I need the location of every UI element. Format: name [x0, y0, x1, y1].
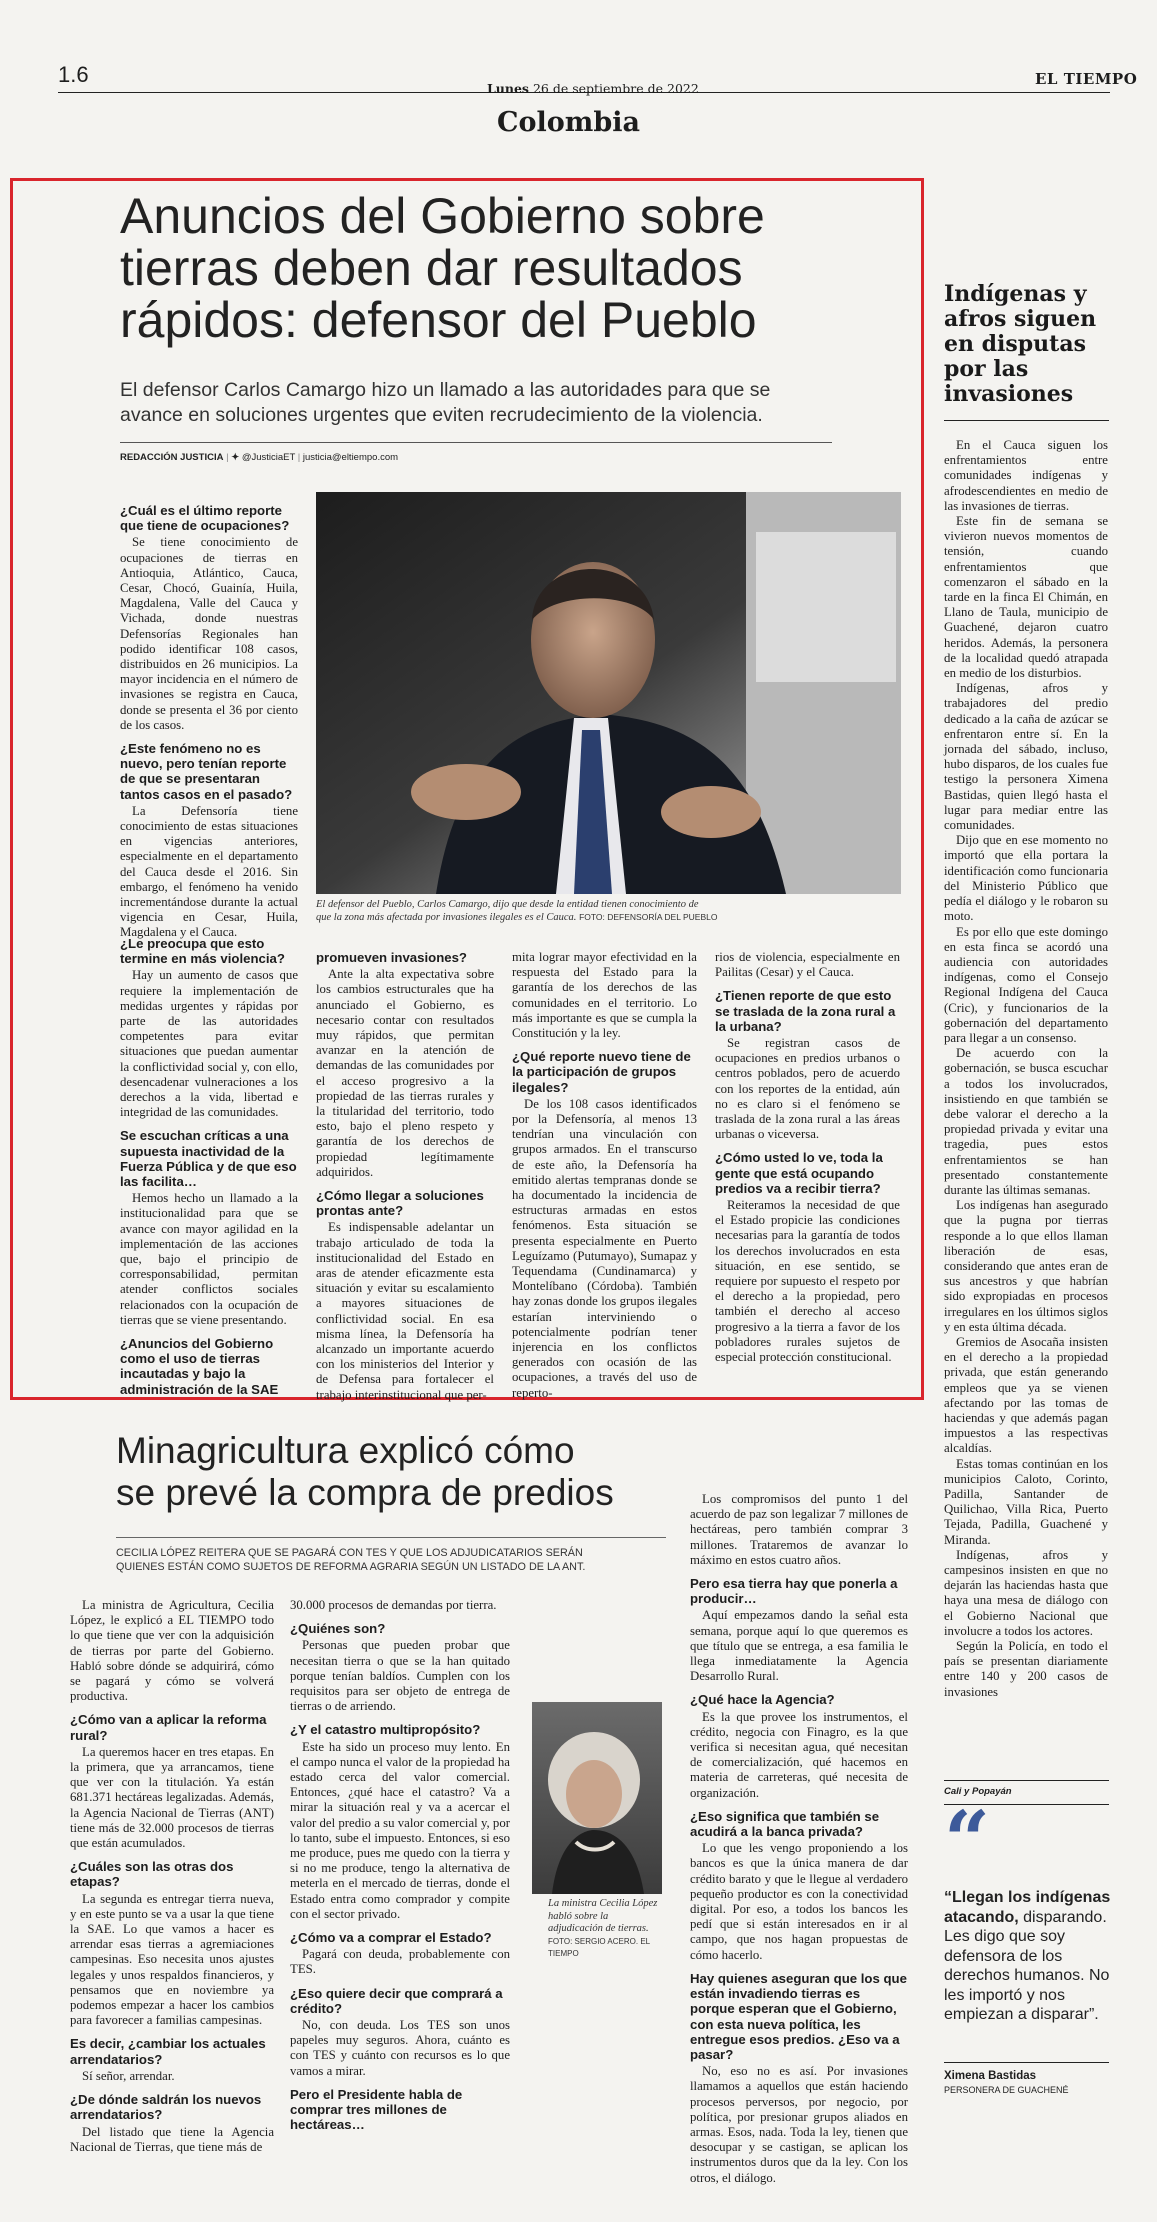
- section-title: Colombia: [497, 107, 640, 138]
- sidebar-headline-line: invasiones: [944, 381, 1074, 407]
- question: ¿Cuál es el último reporte que tiene de ocupaciones?: [120, 503, 290, 534]
- twitter-handle[interactable]: @JusticiaET: [241, 452, 296, 463]
- answer: La Defensoría tiene conocimiento de estas situaciones en vigencias anteriores, especialmente en el departamento del Cauca desde el 2016. Sin embargo, el fenómeno ha venido incrementándose durante la actual vigencia en Cesar, Huila, Magdalena y el Cauca.: [120, 803, 298, 940]
- quote-name: Ximena Bastidas: [944, 2070, 1037, 2082]
- page-number: 1.6: [58, 62, 89, 87]
- twitter-icon: ✦: [231, 452, 240, 463]
- answer: Se tiene conocimiento de ocupaciones de tierras en Antioquia, Atlántico, Cauca, Cesar, Chocó, Guainía, Huila, Magdalena, Valle del Cauca y Vichada, donde nuestras Defensorías Regionales han podido identificar 108 casos, distribuidos en 26 municipios. La mayor incidencia en el número de invasiones se registra en Cauca, donde se presenta el 36 por ciento de los casos.: [120, 535, 298, 732]
- question: ¿Qué reporte nuevo tiene de la participación de grupos ilegales?: [512, 1049, 691, 1095]
- answer: De los 108 casos identificados por la Defensoría, al menos 13 tendrían una vinculación con grupos armados. En el transcurso de este año, la Defensoría ha emitido alertas tempranas donde se ha documentado la incidencia de estructuras armadas en estos fenómenos. Esta situación se presenta especialmente en Puerto Leguízamo (Putumayo), Sumapaz y Tequendama (Cundinamarca) y Montelíbano (Córdoba). También hay zonas donde los grupos ilegales estarían interviniendo o potencialmente podrían tener injerencia en los conflictos generados con ocasión de las ocupaciones, a través del uso de reperto-: [512, 1096, 697, 1400]
- main-deck-line: avance en soluciones urgentes que eviten recrudecimiento de la violencia.: [120, 404, 763, 426]
- question: ¿Cómo van a aplicar la reforma rural?: [70, 1712, 267, 1743]
- sidebar-headline-line: Indígenas y: [944, 281, 1087, 307]
- ministra-photo-art: [532, 1702, 662, 1894]
- defensor-photo: [316, 492, 901, 894]
- answer: 30.000 procesos de demandas por tierra.: [290, 1598, 497, 1612]
- main-col3: [512, 950, 697, 1401]
- answer: La segunda es entregar tierra nueva, y en este punto se va a usar la que tiene la SAE. Lo que vamos a hacer es arrendar esas tierras a agremiaciones campesinas. Eso necesita unos ajustes legales y unos respaldos financieros, y pensamos que en noviembre ya podemos empezar a hacer los cambios para favorecer a familias campesinas.: [70, 1891, 274, 2028]
- sidebar-credit: Cali y Popayán: [944, 1786, 1012, 1797]
- answer: Reiteramos la necesidad de que el Estado propicie las condiciones necesarias para la garantía de todos los derechos involucrados en esta situación, en ese sentido, se requiere por supuesto el respeto por el derecho a la propiedad, pero también el derecho al acceso progresivo a la tierra a favor de los pobladores rurales sujetos de especial protección constitucional.: [715, 1198, 900, 1365]
- ministra-photo: [532, 1702, 662, 1894]
- sidebar-headline: [944, 282, 1124, 407]
- answer: Es indispensable adelantar un trabajo articulado de toda la institucionalidad del Estado en aras de atender eficazmente esta situación y evitar su escalamiento a mayores situaciones de conflictividad social. En esa misma línea, la Defensoría ha alcanzado un importante acuerdo con los ministerios del Interior y de Defensa para fortalecer el trabajo interinstitucional que per-: [316, 1220, 494, 1402]
- sidebar-paragraph: Estas tomas continúan en los municipios Caloto, Corinto, Padilla, Santander de Quilichao, Villa Rica, Puerto Tejada, Padilla, Guachené y Miranda.: [944, 1456, 1108, 1547]
- question: Pero esa tierra hay que ponerla a producir…: [690, 1576, 898, 1607]
- second-headline-line: Minagricultura explicó cómo: [116, 1430, 575, 1471]
- answer: Del listado que tiene la Agencia Nacional de Tierras, que tiene más de: [70, 2124, 274, 2154]
- sidebar-paragraph: En el Cauca siguen los enfrentamientos entre comunidades indígenas y afrodescendientes en medio de las invasiones de tierras.: [944, 438, 1108, 513]
- sidebar-paragraph: Es por ello que este domingo en esta finca se acordó una audiencia con autoridades indígenas, como el Consejo Regional Indígena del Cauca (Cric), y funcionarios de la gobernación del departamento para llegar a un consenso.: [944, 924, 1108, 1045]
- question: Se escuchan críticas a una supuesta inactividad de la Fuerza Pública y de que eso las facilita…: [120, 1128, 297, 1190]
- sidebar-paragraph: Los indígenas han asegurado que la pugna por tierras responde a lo que ellos llaman liberación de esas, considerando que antes eran de sus ancestros y que habrían sido expropiadas en procesos irregulares en los últimos siglos y en esta última década.: [944, 1198, 1108, 1334]
- sidebar-credit-rule: [944, 1780, 1109, 1781]
- answer: rios de violencia, especialmente en Pailitas (Cesar) y el Cauca.: [715, 950, 900, 980]
- question: ¿Qué hace la Agencia?: [690, 1692, 835, 1708]
- sidebar-headline-line: por las: [944, 356, 1029, 382]
- second-headline-line: se prevé la compra de predios: [116, 1472, 614, 1513]
- question: ¿Tienen reporte de que esto se traslada de la zona rural a la urbana?: [715, 988, 896, 1034]
- question: ¿Eso significa que también se acudirá a la banca privada?: [690, 1808, 880, 1840]
- answer: Hay un aumento de casos que requiere la implementación de medidas urgentes y rápidas por parte de las autoridades competentes para evitar situaciones que puedan aumentar la conflictividad social y, con ello, desencadenar vulneraciones a los derechos a la vida, libertad e integridad de las comunidades.: [120, 968, 298, 1120]
- second-deck-line: CECILIA LÓPEZ REITERA QUE SE PAGARÁ CON TES Y QUE LOS ADJUDICATARIOS SERÁN: [116, 1547, 583, 1559]
- main-headline: [120, 190, 900, 346]
- second-col3: [690, 1492, 908, 2186]
- sidebar-paragraph: Indígenas, afros y trabajadores del predio dedicado a la caña de azúcar se enfrentaron entre sí. En la jornada del sábado, incluso, hubo disparos, de los cuales fue testigo la personera Ximena Bastidas, quien llegó hasta el lugar para mediar entre las comunidades.: [944, 681, 1108, 833]
- question: ¿Este fenómeno no es nuevo, pero tenían reporte de que se presentaran tantos casos en el pasado?: [120, 741, 293, 802]
- main-deck: [120, 378, 920, 428]
- brand-logo: EL TIEMPO: [1035, 70, 1138, 88]
- answer: mita lograr mayor efectividad en la respuesta del Estado para la garantía de los derechos de las comunidades en el territorio. Lo más importante es que se cumpla la Constitución y la ley.: [512, 950, 697, 1041]
- main-deck-line: El defensor Carlos Camargo hizo un llamado a las autoridades para que se: [120, 379, 771, 401]
- question: promueven invasiones?: [316, 950, 467, 965]
- question: ¿Cuáles son las otras dos etapas?: [70, 1859, 234, 1890]
- answer: Hemos hecho un llamado a la institucionalidad para que se avance con mayor agilidad en la implementación de las acciones que, bajo el principio de corresponsabilidad, permitan atender conflictos sociales relacionados con la ocupación de tierras que se viene presentando.: [120, 1191, 298, 1327]
- sidebar-paragraph: Este fin de semana se vivieron nuevos momentos de tensión, cuando enfrentamientos que comenzaron el sábado en la tarde en la finca El Chimán, en Llano de Taula, municipio de Guachené, dejaron cuatro heridos. Además, la personera de la localidad quedó atrapada en medio de los disturbios.: [944, 514, 1108, 681]
- byline-email[interactable]: justicia@eltiempo.com: [302, 452, 399, 463]
- sidebar-paragraph: Indígenas, afros y campesinos insisten en que no dejarán las haciendas hasta que haya una mesa de diálogo con el Gobierno Nacional que involucre a todos los actores.: [944, 1547, 1108, 1638]
- date-day: Lunes: [487, 81, 529, 96]
- sidebar-body: [944, 438, 1108, 1700]
- defensor-photo-art: [316, 492, 901, 894]
- caption-text: La ministra Cecilia López habló sobre la adjudicación de tierras.: [548, 1898, 658, 1934]
- main-headline-line: rápidos: defensor del Pueblo: [120, 292, 757, 348]
- question: ¿Y el catastro multipropósito?: [290, 1722, 481, 1738]
- second-deck-line: QUIENES ESTÁN COMO SUJETOS DE REFORMA AGRARIA SEGÚN UN LISTADO DE LA ANT.: [116, 1561, 586, 1573]
- answer: La ministra de Agricultura, Cecilia López, le explicó a EL TIEMPO todo lo que tiene que ver con la adquisición de tierras por parte del Gobierno. Habló sobre dónde se adquirirá, cómo se pagará y cómo se volverá productiva.: [70, 1598, 274, 1704]
- sidebar-paragraph: Dijo que en ese momento no importó que ella portara la identificación como funcionaria del Ministerio Público que pedía el diálogo y le robaron su moto.: [944, 833, 1108, 924]
- quote-mark-icon: “: [944, 1793, 991, 1887]
- date-rest: 26 de septiembre de 2022: [532, 81, 699, 96]
- second-deck-rule: [116, 1537, 666, 1538]
- second-col1: [70, 1598, 274, 2155]
- main-col4: [715, 950, 900, 1365]
- main-headline-line: tierras deben dar resultados: [120, 240, 743, 296]
- second-deck: [116, 1546, 676, 1574]
- answer: Es la que provee los instrumentos, el crédito, negocia con Finagro, es la que verifica si necesitan agua, qué necesitan de comercialización, qué hacemos en materia de carreteras, qué necesita de organización.: [690, 1709, 908, 1800]
- caption-line: El defensor del Pueblo, Carlos Camargo, dijo que desde la entidad tienen conocimiento de: [316, 899, 699, 910]
- pull-quote-bold: “Llegan los indígenas atacando,: [944, 1889, 1111, 1926]
- sidebar-rule: [944, 420, 1109, 421]
- question: Es decir, ¿cambiar los actuales arrendatarios?: [70, 2036, 266, 2067]
- sidebar-paragraph: Según la Policía, en todo el país se presentan diariamente entre 140 y 200 casos de invasiones: [944, 1639, 1108, 1699]
- sidebar-paragraph: De acuerdo con la gobernación, se busca escuchar a todos los involucrados, insistiendo en que también se debe valorar el derecho a la propiedad privada y evitar una tragedia, pues estos enfrentamientos se han presentado constantemente durante las últimas semanas.: [944, 1046, 1108, 1197]
- quote-role: PERSONERA DE GUACHENÉ: [944, 2085, 1069, 2095]
- answer: Sí señor, arrendar.: [82, 2068, 175, 2083]
- question: ¿Le preocupa que esto termine en más violencia?: [120, 936, 285, 967]
- answer: Personas que pueden probar que necesitan tierra o que se la han quitado porque tenían baldíos. Cumplen con los requisitos para ser objeto de entrega de tierras o de arriendo.: [290, 1638, 510, 1714]
- main-col1-bottom: [120, 928, 298, 1399]
- answer: Los compromisos del punto 1 del acuerdo de paz son legalizar 7 millones de hectáreas, pero también comprar 3 millones. Trataremos de avanzar lo máximo en estos cuatro años.: [690, 1492, 908, 1567]
- photo-credit: FOTO: SERGIO ACERO. EL TIEMPO: [548, 1936, 650, 1958]
- page-date: [487, 81, 699, 96]
- main-col1-top: [120, 495, 298, 941]
- byline-rule: [120, 442, 832, 443]
- defensor-photo-caption: [316, 898, 901, 924]
- sidebar-paragraph: Gremios de Asocaña insisten en el derecho a la propiedad privada, que están generando empleos que ya se vienen afectando por las tomas de haciendas y que además pagan impuestos a las respectivas alcaldías.: [944, 1334, 1108, 1456]
- pull-quote-text: disparando. Les digo que soy defensora de los derechos humanos. No les importó y nos empiezan a disparar”.: [944, 1908, 1110, 2023]
- answer: Aquí empezamos dando la señal esta semana, porque aquí lo que queremos es que título que se entrega, a esa familia le llega inmediatamente la Agencia Desarrollo Rural.: [690, 1608, 908, 1684]
- answer: Lo que les vengo proponiendo a los bancos es que la única manera de dar crédito barato y que le llegue al verdadero pequeño productor es con la conectividad digital. Por eso, a todos los bancos les pedí que si están interesados en ir al campo, que nos hagan propuestas de cómo hacerlo.: [690, 1841, 908, 1962]
- question: Hay quienes aseguran que los que están invadiendo tierras es porque esperan que el Gobierno, con esta nueva política, les entregue esos predios. ¿Eso va a pasar?: [690, 1970, 907, 2062]
- answer: Este ha sido un proceso muy lento. En el campo nunca el valor de la propiedad ha estado cerca del valor comercial. Entonces, ¿qué hace el catastro? Va a mirar la situación real y va a acercar el valor del predio a su valor comercial y, por lo tanto, sube el impuesto. Entonces, si eso me produce, pues me quedo con la tierra y si no me produce, tengo la alternativa de meterla en el mercado de tierras, donde el Estado entra como comprador y compite con el sector privado.: [290, 1739, 510, 1921]
- answer: Pagará con deuda, probablemente con TES.: [290, 1947, 510, 1977]
- question: Pero el Presidente habla de comprar tres millones de hectáreas…: [290, 2086, 463, 2133]
- question: ¿Quiénes son?: [290, 1621, 386, 1637]
- answer: Se registran casos de ocupaciones en predios urbanos o centros poblados, pero de acuerdo con los reportes de la entidad, aún no es claro si el fenómeno se traslada de la zona rural a las áreas urbanas o viceversa.: [715, 1036, 900, 1142]
- caption-line: que la zona más afectada por invasiones ilegales es el Cauca. FOTO: DEFENSORÍA DEL PUEBLO: [316, 912, 718, 923]
- quote-rule: [944, 2062, 1109, 2063]
- photo-credit: FOTO: DEFENSORÍA DEL PUEBLO: [579, 912, 718, 922]
- pull-quote: [944, 1888, 1112, 2025]
- question: ¿Cómo va a comprar el Estado?: [290, 1930, 492, 1946]
- answer: No, con deuda. Los TES son unos papeles muy seguros. Ahora, cuánto es con TES y cuánto con recursos es lo que vamos a mirar.: [290, 2018, 510, 2078]
- answer: Ante la alta expectativa sobre los cambios estructurales que ha anunciado el Gobierno, es necesario contar con resultados muy rápidos, que permitan avanzar en la atención de demandas de las comunidades por el acceso progresivo a la propiedad de las tierras rurales y la titularidad del territorio, todo esto, bajo el pleno respeto y garantía de los derechos de propiedad legítimamente adquiridos.: [316, 967, 494, 1179]
- question: ¿De dónde saldrán los nuevos arrendatarios?: [70, 2092, 262, 2123]
- ministra-photo-caption: [548, 1898, 660, 1961]
- byline-row: REDACCIÓN JUSTICIA | ✦ @JusticiaET | justicia@eltiempo.com: [120, 452, 399, 463]
- sidebar-headline-line: afros siguen: [944, 306, 1097, 332]
- sidebar-headline-line: en disputas: [944, 331, 1086, 357]
- question: ¿Cómo llegar a soluciones prontas ante?: [316, 1188, 484, 1219]
- second-col2: [290, 1598, 510, 2135]
- answer: La queremos hacer en tres etapas. En la primera, que ya arrancamos, tiene que ver con la titulación. Ya están 681.371 hectáreas legalizadas. Además, la Agencia Nacional de Tierras (ANT) tiene más de 32.000 procesos de tierras que están acumulados.: [70, 1744, 274, 1851]
- question: ¿Eso quiere decir que comprará a crédito?: [290, 1985, 503, 2016]
- second-headline: [116, 1430, 736, 1514]
- main-headline-line: Anuncios del Gobierno sobre: [120, 188, 765, 244]
- question: ¿Cómo usted lo ve, toda la gente que está ocupando predios va a recibir tierra?: [715, 1150, 883, 1196]
- byline: REDACCIÓN JUSTICIA: [120, 452, 224, 463]
- answer: No, eso no es así. Por invasiones llamamos a aquellos que están haciendo procesos perversos, por negocio, por política, por presionar grupos aliados en armas. Esos, nada. Toda la ley, tienen que desocupar y se castigan, se aplican los instrumentos duros que da la ley. Con los otros, el diálogo.: [690, 2064, 908, 2185]
- main-col2: [316, 950, 494, 1403]
- question: ¿Anuncios del Gobierno como el uso de tierras incautadas y bajo la administración de la SAE: [120, 1336, 279, 1397]
